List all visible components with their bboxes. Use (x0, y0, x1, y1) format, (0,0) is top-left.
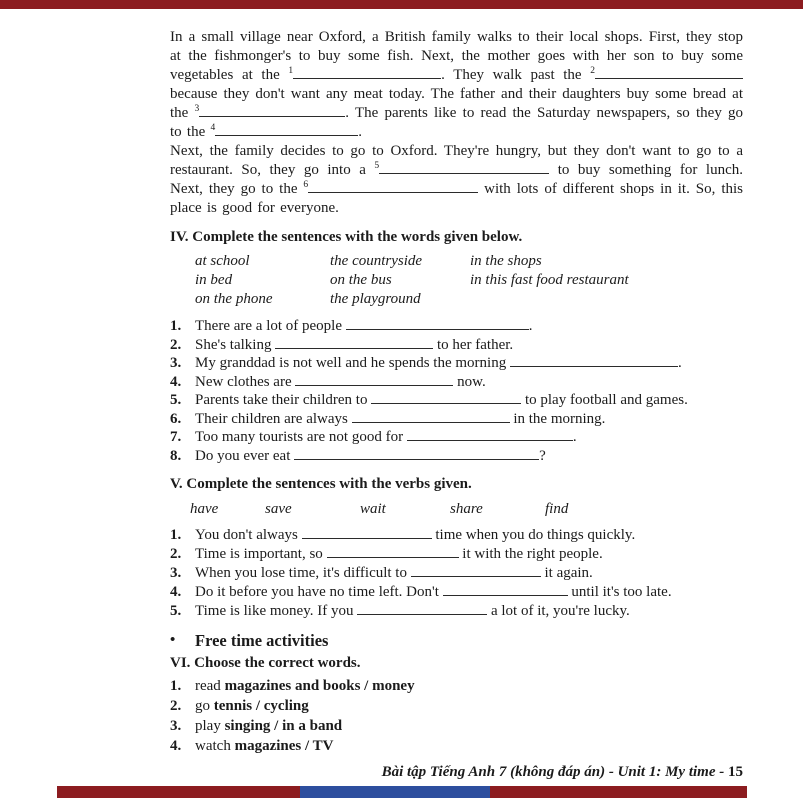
exercise-item (170, 336, 743, 355)
passage-text: . They walk past the (441, 67, 591, 83)
bottom-decoration-bar (57, 786, 747, 798)
item-options: singing / in a band (224, 718, 343, 734)
item-post-text: in the morning. (509, 410, 606, 427)
item-post-text: until it's too late. (567, 584, 672, 600)
item-text (195, 336, 743, 355)
exercise-item (170, 410, 743, 429)
passage-paragraph-1 (170, 28, 743, 142)
passage-text: . The parents like to read the Saturday newspapers, so they go to the (170, 105, 744, 140)
item-verb: go (195, 698, 214, 714)
item-post-text: it again. (540, 565, 593, 581)
fill-blank (275, 336, 433, 349)
item-pre-text: You don't always (195, 527, 302, 543)
fill-blank (295, 373, 453, 386)
item-options: magazines and books / money (224, 678, 415, 694)
item-post-text: . (572, 429, 577, 445)
item-verb: watch (195, 738, 235, 754)
item-post-text: it with the right people. (458, 546, 603, 562)
item-post-text: ? (539, 447, 546, 464)
word-bank-section-v (170, 500, 743, 519)
exercise-item (170, 716, 743, 736)
item-number: 3. (170, 718, 182, 734)
item-pre-text: New clothes are (195, 373, 296, 390)
fill-blank (357, 602, 487, 615)
word-bank-entry: wait (360, 501, 386, 517)
item-number: 1. (170, 678, 182, 694)
bullet-icon: • (170, 632, 176, 648)
fill-blank (411, 564, 541, 577)
blank-superscript-2: 2 (590, 66, 595, 76)
blank-superscript-6: 6 (303, 180, 309, 190)
fill-blank (302, 526, 432, 539)
exercise-item (170, 736, 743, 756)
exercise-item (170, 317, 743, 336)
item-text (195, 354, 743, 373)
word-bank-entry: in bed (195, 272, 233, 288)
item-post-text: . (528, 318, 533, 334)
item-text (195, 716, 743, 736)
item-post-text: . (677, 355, 682, 371)
section-vi-items (170, 676, 743, 756)
item-text (195, 583, 743, 602)
item-number: 4. (170, 584, 182, 600)
section-iv-title: IV. Complete the sentences with the words given below. (170, 229, 523, 245)
item-post-text: to her father. (433, 336, 514, 353)
exercise-item (170, 354, 743, 373)
exercise-item (170, 602, 743, 621)
word-bank-entry: on the bus (330, 272, 392, 288)
fill-blank-3 (199, 104, 345, 117)
item-options: tennis / cycling (213, 698, 309, 714)
word-bank-entry: on the phone (195, 291, 273, 307)
fill-blank (327, 545, 459, 558)
item-number: 5. (170, 392, 182, 408)
item-text (195, 696, 743, 716)
item-text (195, 545, 743, 564)
item-pre-text: There are a lot of people (195, 318, 346, 334)
exercise-item (170, 373, 743, 392)
free-time-activities-heading (170, 630, 743, 651)
item-post-text: now. (453, 373, 486, 390)
item-text (195, 736, 743, 756)
item-post-text: a lot of it, you're lucky. (487, 603, 630, 619)
fill-blank (407, 428, 573, 441)
footer-text: Bài tập Tiếng Anh 7 (không đáp án) - Unit 1: My time - (381, 764, 728, 780)
fill-blank (346, 317, 529, 330)
word-bank-section-iv (170, 252, 743, 309)
item-pre-text: Time is like money. If you (195, 603, 358, 619)
item-text (195, 428, 743, 447)
word-bank-entry: at school (195, 253, 250, 269)
item-text (195, 410, 743, 429)
item-pre-text: My granddad is not well and he spends the morning (195, 355, 510, 371)
passage-paragraph-2 (170, 142, 743, 218)
blank-superscript-3: 3 (194, 104, 200, 114)
fill-blank-6 (308, 180, 478, 193)
passage-text: to buy something for lunch. Next, they go to the (170, 162, 744, 197)
item-number: 6. (170, 410, 182, 427)
item-text (195, 317, 743, 336)
word-bank-entry: have (190, 501, 219, 517)
word-bank-entry: the playground (330, 291, 421, 307)
item-number: 2. (170, 546, 182, 562)
blank-superscript-1: 1 (288, 66, 294, 76)
section-iv-items (170, 317, 743, 465)
fill-blank-2 (595, 66, 743, 79)
section-vi-title: VI. Choose the correct words. (170, 655, 361, 671)
item-number: 5. (170, 603, 182, 619)
passage-text: because they don't want any meat today. The father and their daughters buy some bread at the (170, 86, 743, 121)
page-footer (170, 763, 743, 782)
item-number: 1. (170, 318, 182, 334)
free-time-activities-label: Free time activities (195, 631, 329, 650)
item-text (195, 676, 743, 696)
item-number: 2. (170, 336, 182, 353)
item-pre-text: Parents take their children to (195, 392, 372, 408)
passage-text: . (358, 124, 362, 140)
item-pre-text: Do you ever eat (195, 447, 295, 464)
exercise-item (170, 676, 743, 696)
item-number: 8. (170, 447, 182, 464)
exercise-item (170, 696, 743, 716)
section-v-title: V. Complete the sentences with the verbs given. (170, 476, 472, 492)
item-pre-text: Do it before you have no time left. Don't (195, 584, 443, 600)
item-post-text: time when you do things quickly. (431, 527, 636, 543)
word-bank-entry: find (545, 501, 569, 517)
item-number: 4. (170, 373, 182, 390)
item-pre-text: Time is important, so (195, 546, 327, 562)
page-content (170, 28, 743, 782)
exercise-item (170, 583, 743, 602)
passage-text: In a small village near Oxford, a British family walks to their local shops. First, they stop at the fishmonger's to buy some fish. Next, the mother goes with her son to buy some vegetables at the (170, 29, 743, 83)
exercise-item (170, 545, 743, 564)
item-number: 4. (170, 738, 182, 754)
item-verb: read (195, 678, 225, 694)
item-post-text: to play football and games. (521, 392, 688, 408)
fill-blank (352, 410, 510, 423)
word-bank-entry: share (450, 501, 483, 517)
item-text (195, 602, 743, 621)
item-pre-text: When you lose time, it's difficult to (195, 565, 411, 581)
item-text (195, 564, 743, 583)
item-text (195, 447, 743, 466)
fill-blank (510, 354, 678, 367)
passage-text: with lots of different shops in it. So, this place is good for everyone. (170, 181, 743, 216)
item-verb: play (195, 718, 225, 734)
passage-text: Next, the family decides to go to Oxford. They're hungry, but they don't want to go to a restaurant. So, they go into a (170, 143, 743, 178)
exercise-item (170, 447, 743, 466)
exercise-item (170, 526, 743, 545)
item-number: 1. (170, 527, 182, 543)
fill-blank (294, 447, 539, 460)
item-text (195, 373, 743, 392)
word-bank-entry: in the shops (470, 253, 542, 269)
blank-superscript-5: 5 (374, 161, 380, 171)
item-number: 3. (170, 355, 182, 371)
word-bank-entry: the countryside (330, 253, 423, 269)
exercise-item (170, 391, 743, 410)
exercise-item (170, 564, 743, 583)
item-pre-text: Their children are always (195, 410, 352, 427)
fill-blank-5 (379, 161, 549, 174)
item-options: magazines / TV (234, 738, 334, 754)
item-number: 7. (170, 429, 182, 445)
word-bank-entry: in this fast food restaurant (470, 272, 629, 288)
fill-blank-1 (293, 66, 441, 79)
bottom-decoration-blue-segment (300, 786, 490, 798)
item-number: 2. (170, 698, 182, 714)
fill-blank (443, 583, 568, 596)
fill-blank (371, 391, 521, 404)
page-number: 15 (728, 764, 743, 780)
item-pre-text: Too many tourists are not good for (195, 429, 407, 445)
exercise-item (170, 428, 743, 447)
item-pre-text: She's talking (195, 336, 276, 353)
section-v-items (170, 526, 743, 621)
item-text (195, 526, 743, 545)
blank-superscript-4: 4 (210, 123, 216, 133)
word-bank-entry: save (265, 501, 292, 517)
item-text (195, 391, 743, 410)
item-number: 3. (170, 565, 182, 581)
top-red-bar (0, 0, 803, 9)
fill-blank-4 (215, 123, 358, 136)
